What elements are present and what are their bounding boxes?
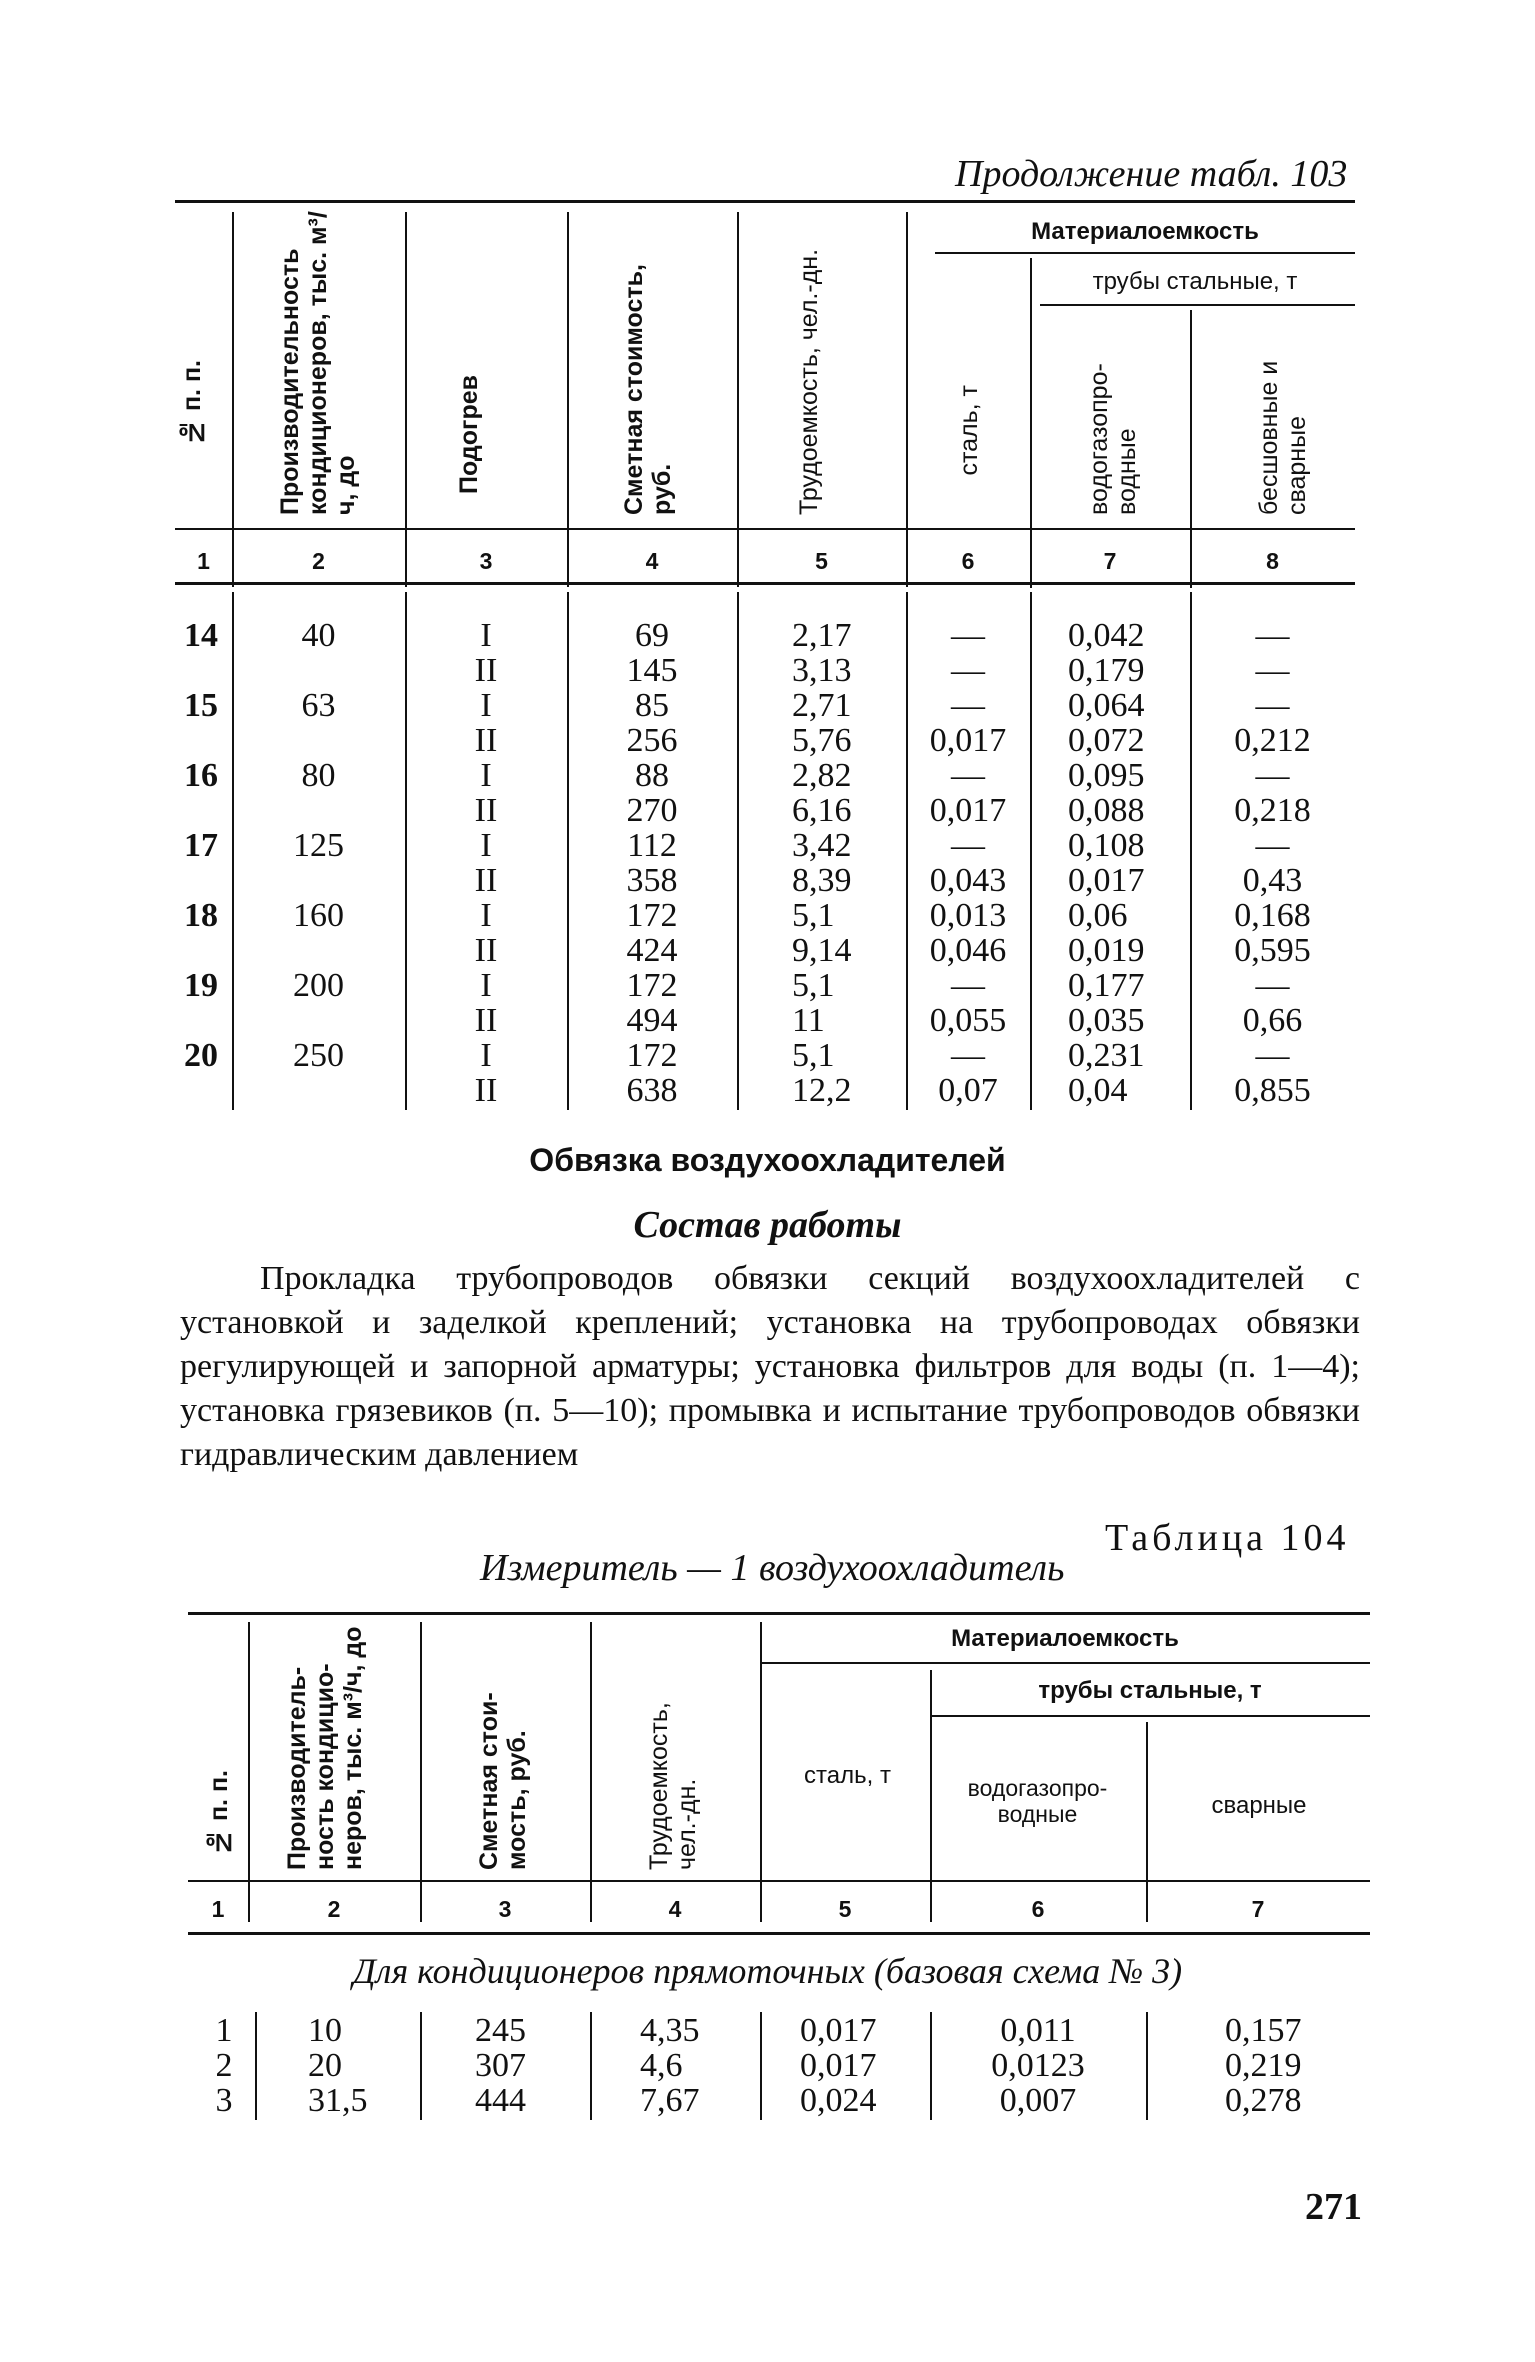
col-number: 8 xyxy=(1266,548,1279,574)
table-cell xyxy=(170,793,232,828)
table-cell xyxy=(170,653,232,688)
column-cost xyxy=(567,618,737,1108)
table-cell xyxy=(170,933,232,968)
table-cell: 0,017 xyxy=(929,792,1007,829)
table-cell: 3,13 xyxy=(792,652,852,689)
table-cell: 160 xyxy=(293,897,344,934)
table-cell: 0,055 xyxy=(929,1002,1007,1039)
materials-header: Материалоемкость xyxy=(1031,218,1259,245)
table-cell: — xyxy=(1255,967,1290,1004)
table-cell: 14 xyxy=(184,617,218,654)
table-cell: 638 xyxy=(626,1072,678,1109)
column-steel xyxy=(800,2013,925,2118)
col-number: 4 xyxy=(668,1896,682,1922)
table-103-caption: Продолжение табл. 103 xyxy=(955,153,1348,195)
table-cell: 0,855 xyxy=(1234,1072,1311,1109)
table-cell: 0,017 xyxy=(929,722,1007,759)
table-cell: — xyxy=(1255,827,1290,864)
work-paragraph: Прокладка трубопроводов обвязки секций воздухоохладителей с установкой и заделкой креплений; установка на трубопроводах обвязки регулирующей и запорной арматуры; установка фильтров для воды (п. 1—4); установка грязевиков (п. 5—10); промывка и испытание трубопроводов обвязки гидравлическим давлением xyxy=(180,1260,1360,1473)
table-cell: — xyxy=(951,617,985,654)
col-number: 4 xyxy=(645,548,659,574)
table-cell: 2,82 xyxy=(792,757,852,794)
column-num xyxy=(200,2013,248,2118)
divider xyxy=(1030,592,1032,1110)
col-header-capacity: Производитель-ность кондицио-неров, тыс. м³/ч, до xyxy=(283,1626,367,1870)
divider xyxy=(930,1670,932,1922)
table-104-caption: Таблица 104 xyxy=(1105,1517,1350,1559)
table-104-meter: Измеритель — 1 воздухоохладитель xyxy=(480,1547,1065,1589)
table-cell: 80 xyxy=(301,757,336,794)
table-cell: 256 xyxy=(626,722,678,759)
table-cell: 0,024 xyxy=(800,2082,877,2119)
col-number: 2 xyxy=(327,1896,341,1922)
table-cell: 0,157 xyxy=(1225,2012,1302,2049)
column-seamless xyxy=(1190,618,1355,1108)
divider xyxy=(255,2012,257,2120)
table-cell: 0,095 xyxy=(1068,757,1145,794)
table-cell: 1 xyxy=(215,2012,233,2049)
page-number: 271 xyxy=(1305,2186,1362,2228)
col-number: 5 xyxy=(815,548,828,574)
table-cell: II xyxy=(474,1072,498,1109)
divider xyxy=(405,212,407,587)
column-steel xyxy=(906,618,1030,1108)
col-number: 3 xyxy=(479,548,493,574)
table-cell: — xyxy=(1255,687,1290,724)
table-cell: 0,043 xyxy=(929,862,1007,899)
table-cell: 0,66 xyxy=(1242,1002,1303,1039)
col-header-seamless: бесшовные и сварные xyxy=(1255,360,1311,515)
table-cell: 0,013 xyxy=(929,897,1007,934)
table-cell: 7,67 xyxy=(640,2082,700,2119)
table-cell: 11 xyxy=(792,1002,825,1039)
divider xyxy=(420,1622,422,1922)
section-subtitle: Состав работы xyxy=(633,1204,902,1246)
table-cell: 0,06 xyxy=(1068,897,1128,934)
table-cell: 494 xyxy=(626,1002,678,1039)
table-cell: 31,5 xyxy=(308,2082,368,2119)
table-cell: 172 xyxy=(626,967,678,1004)
table-cell: 17 xyxy=(184,827,218,864)
col-number: 7 xyxy=(1103,548,1117,574)
table-cell: — xyxy=(951,757,985,794)
table-cell: 19 xyxy=(184,967,218,1004)
table-cell: I xyxy=(480,757,492,794)
table-cell: 0,042 xyxy=(1068,617,1145,654)
table-cell: II xyxy=(474,722,498,759)
table-cell: 4,6 xyxy=(640,2047,683,2084)
table-cell: 4,35 xyxy=(640,2012,700,2049)
column-water-gas xyxy=(1068,618,1190,1108)
table-cell: — xyxy=(951,687,985,724)
table-cell xyxy=(170,1073,232,1108)
table-cell xyxy=(232,1073,405,1108)
table-cell: 15 xyxy=(184,687,218,724)
table-cell: 0,035 xyxy=(1068,1002,1145,1039)
table-cell: 3,42 xyxy=(792,827,852,864)
divider xyxy=(420,2012,422,2120)
table-cell: 0,064 xyxy=(1068,687,1145,724)
divider xyxy=(906,212,908,587)
table-cell: I xyxy=(480,827,492,864)
column-labor xyxy=(640,2013,755,2118)
table-cell: 2 xyxy=(215,2047,233,2084)
col-header-cost: Сметная стоимость, руб. xyxy=(620,264,676,515)
table-cell: 16 xyxy=(184,757,218,794)
table-cell: 0,179 xyxy=(1068,652,1145,689)
table-top-rule xyxy=(188,1612,1370,1615)
col-header-welded: сварные xyxy=(1211,1792,1307,1819)
table-cell: II xyxy=(474,1002,498,1039)
col-header-water-gas: водогазопро-водные xyxy=(1085,363,1141,515)
col-header-labor: Трудоемкость, чел.-дн. xyxy=(645,1702,701,1870)
table-cell: II xyxy=(474,652,498,689)
table-cell: I xyxy=(480,1037,492,1074)
divider xyxy=(760,2012,762,2120)
table-cell: — xyxy=(1255,757,1290,794)
pipes-header: трубы стальные, т xyxy=(1038,1677,1262,1704)
work-description xyxy=(180,1257,1360,1477)
divider xyxy=(737,212,739,587)
table-cell: — xyxy=(1255,1037,1290,1074)
table-cell: 172 xyxy=(626,1037,678,1074)
table-cell: 0,43 xyxy=(1242,862,1303,899)
table-cell xyxy=(232,653,405,688)
column-heating xyxy=(405,618,567,1108)
col-header-capacity: Производительность кондиционеров, тыс. м³/ч, до xyxy=(276,211,360,515)
divider xyxy=(590,1622,592,1922)
table-cell: 10 xyxy=(308,2012,342,2049)
table-cell: 0,231 xyxy=(1068,1037,1145,1074)
divider xyxy=(248,1622,250,1922)
table-cell: 424 xyxy=(626,932,678,969)
table-cell xyxy=(170,1003,232,1038)
numbers-bottom-rule xyxy=(175,582,1355,585)
col-number: 3 xyxy=(498,1896,512,1922)
table-cell: 444 xyxy=(475,2082,526,2119)
header-bottom-rule xyxy=(188,1880,1370,1882)
table-cell: 250 xyxy=(293,1037,344,1074)
table-cell: II xyxy=(474,792,498,829)
table-cell: 0,011 xyxy=(1000,2012,1076,2049)
table-cell: I xyxy=(480,617,492,654)
col-number: 2 xyxy=(312,548,325,574)
table-cell: 0,218 xyxy=(1234,792,1311,829)
table-cell: II xyxy=(474,932,498,969)
table-cell: 0,017 xyxy=(1068,862,1145,899)
col-number: 6 xyxy=(961,548,975,574)
pipes-header: трубы стальные, т xyxy=(1092,268,1298,295)
table-cell: 0,0123 xyxy=(991,2047,1085,2084)
divider xyxy=(1146,2012,1148,2120)
materials-rule xyxy=(760,1662,1370,1664)
column-capacity xyxy=(308,2013,418,2118)
table-cell: 0,212 xyxy=(1234,722,1311,759)
table-cell xyxy=(232,793,405,828)
table-cell: 2,71 xyxy=(792,687,852,724)
col-header-heating: Подогрев xyxy=(455,375,483,495)
divider xyxy=(590,2012,592,2120)
table-cell: 0,072 xyxy=(1068,722,1145,759)
table-cell: 2,17 xyxy=(792,617,852,654)
table-cell: 307 xyxy=(475,2047,526,2084)
table-cell: 0,07 xyxy=(938,1072,998,1109)
col-header-labor: Трудоемкость, чел.-дн. xyxy=(795,248,823,515)
table-cell: 5,76 xyxy=(792,722,852,759)
col-header-steel: сталь, т xyxy=(955,385,983,476)
table-cell: I xyxy=(480,687,492,724)
table-cell: — xyxy=(1255,652,1290,689)
materials-header: Материалоемкость xyxy=(951,1625,1179,1652)
divider xyxy=(1190,310,1192,588)
pipes-rule xyxy=(930,1715,1370,1717)
table-cell: 270 xyxy=(626,792,678,829)
table-cell xyxy=(232,1003,405,1038)
table-cell: 0,278 xyxy=(1225,2082,1302,2119)
table-cell: 12,2 xyxy=(792,1072,852,1109)
column-capacity xyxy=(232,618,405,1108)
table-cell: 8,39 xyxy=(792,862,852,899)
table-cell: 245 xyxy=(475,2012,526,2049)
table-cell: 9,14 xyxy=(792,932,852,969)
table-cell: 0,088 xyxy=(1068,792,1145,829)
divider xyxy=(567,212,569,587)
table-cell xyxy=(232,933,405,968)
divider xyxy=(760,1622,762,1922)
divider xyxy=(737,592,739,1110)
table-cell: 40 xyxy=(301,617,336,654)
numbers-bottom-rule xyxy=(188,1932,1370,1935)
table-cell: 0,177 xyxy=(1068,967,1145,1004)
col-number: 1 xyxy=(197,548,210,574)
table-cell: 6,16 xyxy=(792,792,852,829)
header-bottom-rule xyxy=(175,528,1355,530)
divider xyxy=(1146,1722,1148,1922)
table-cell: 200 xyxy=(293,967,344,1004)
table-cell: 63 xyxy=(301,687,336,724)
table-cell: 0,017 xyxy=(800,2047,877,2084)
table-cell: 0,595 xyxy=(1234,932,1311,969)
table-cell xyxy=(170,723,232,758)
table-cell: 18 xyxy=(184,897,218,934)
table-cell: 85 xyxy=(635,687,669,724)
materials-rule xyxy=(935,252,1355,254)
table-cell: 88 xyxy=(635,757,669,794)
table-cell: 0,108 xyxy=(1068,827,1145,864)
table-cell: 20 xyxy=(184,1037,218,1074)
table-cell: — xyxy=(951,1037,985,1074)
table-cell xyxy=(170,863,232,898)
table-cell: 20 xyxy=(308,2047,342,2084)
col-header-num: № п. п. xyxy=(205,1770,233,1856)
table-cell: — xyxy=(951,967,985,1004)
col-header-water-gas: водогазопро-водные xyxy=(967,1775,1108,1827)
group-title: Для кондиционеров прямоточных (базовая схема № 3) xyxy=(352,1951,1183,1991)
table-top-rule xyxy=(175,200,1355,203)
col-header-steel: сталь, т xyxy=(804,1762,891,1789)
table-cell: I xyxy=(480,967,492,1004)
col-number: 1 xyxy=(211,1896,225,1922)
table-cell: 145 xyxy=(626,652,678,689)
section-title: Обвязка воздухоохладителей xyxy=(529,1142,1006,1178)
col-header-cost: Сметная стои-мость, руб. xyxy=(475,1692,531,1870)
table-cell: — xyxy=(1255,617,1290,654)
table-cell: 0,017 xyxy=(800,2012,877,2049)
table-cell: — xyxy=(951,827,985,864)
column-welded xyxy=(1225,2013,1365,2118)
table-cell: — xyxy=(951,652,985,689)
table-cell: 3 xyxy=(215,2082,233,2119)
column-water-gas xyxy=(930,2013,1146,2118)
table-cell xyxy=(232,863,405,898)
table-cell: 0,019 xyxy=(1068,932,1145,969)
col-header-num: № п. п. xyxy=(178,360,206,446)
table-cell: 5,1 xyxy=(792,897,835,934)
divider xyxy=(1030,258,1032,588)
table-cell: 5,1 xyxy=(792,967,835,1004)
table-cell: 0,168 xyxy=(1234,897,1311,934)
pipes-rule xyxy=(1040,304,1355,306)
table-cell: 0,007 xyxy=(999,2082,1077,2119)
table-cell: 0,046 xyxy=(929,932,1007,969)
table-cell: 125 xyxy=(293,827,344,864)
table-cell: 0,219 xyxy=(1225,2047,1302,2084)
table-cell: II xyxy=(474,862,498,899)
table-cell: I xyxy=(480,897,492,934)
table-cell: 172 xyxy=(626,897,678,934)
col-number: 6 xyxy=(1031,1896,1045,1922)
table-cell xyxy=(232,723,405,758)
table-cell: 5,1 xyxy=(792,1037,835,1074)
table-cell: 0,04 xyxy=(1068,1072,1128,1109)
table-cell: 358 xyxy=(626,862,678,899)
col-number: 5 xyxy=(838,1896,852,1922)
column-cost xyxy=(475,2013,585,2118)
column-num xyxy=(170,618,232,1108)
table-cell: 69 xyxy=(635,617,669,654)
divider xyxy=(232,212,234,587)
col-number: 7 xyxy=(1251,1896,1265,1922)
table-cell: 112 xyxy=(627,827,677,864)
column-labor xyxy=(792,618,906,1108)
